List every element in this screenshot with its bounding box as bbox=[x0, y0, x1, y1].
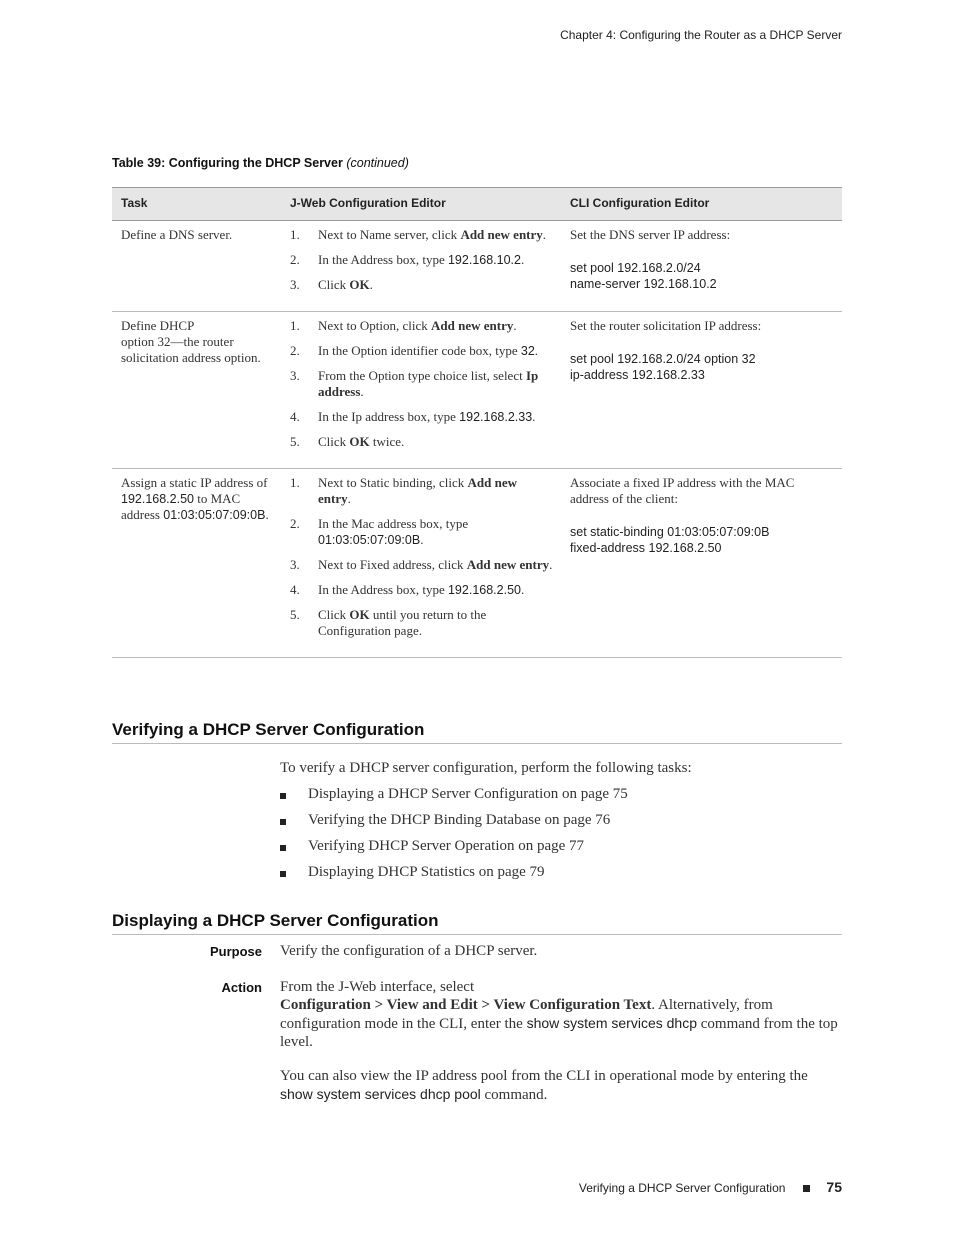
step: 2. In the Option identifier code box, type 32. bbox=[290, 343, 539, 358]
header-jweb: J-Web Configuration Editor bbox=[281, 188, 561, 221]
footer-title: Verifying a DHCP Server Configuration bbox=[578, 1181, 786, 1195]
step: 4. In the Address box, type 192.168.2.50. bbox=[290, 582, 525, 597]
purpose-text: Verify the configuration of a DHCP server. bbox=[280, 943, 538, 959]
list-item[interactable]: Displaying DHCP Statistics on page 79 bbox=[280, 864, 628, 890]
config-table bbox=[112, 187, 842, 658]
verify-intro: To verify a DHCP server configuration, perform the following tasks: bbox=[280, 760, 692, 776]
step: 5. Click OK until you return to the Configuration page. bbox=[290, 607, 487, 638]
cli-command-inline: show system services dhcp bbox=[526, 1015, 697, 1031]
list-item[interactable]: Verifying DHCP Server Operation on page 77 bbox=[280, 838, 628, 864]
step: 1. Next to Static binding, click Add new entry. bbox=[290, 475, 517, 506]
step: 2. In the Address box, type 192.168.10.2. bbox=[290, 252, 525, 267]
cli-description: Associate a fixed IP address with the MAC address of the client: bbox=[570, 475, 795, 506]
cli-description: Set the DNS server IP address: bbox=[570, 227, 731, 242]
action-text: From the J-Web interface, select Configuration > View and Edit > View Configuration Text. Alternatively, from configuration mode in the CLI, enter the show system services dhcp command from the top level. bbox=[280, 979, 838, 1050]
step: 4. In the Ip address box, type 192.168.2.33. bbox=[290, 409, 536, 424]
step: 1. Next to Option, click Add new entry. bbox=[290, 318, 517, 333]
jweb-cell bbox=[281, 469, 561, 658]
list-item[interactable]: Verifying the DHCP Binding Database on page 76 bbox=[280, 812, 628, 838]
footer-square-icon bbox=[803, 1185, 810, 1192]
purpose-label: Purpose bbox=[209, 944, 262, 959]
table-row bbox=[112, 469, 842, 658]
menu-path: Configuration > View and Edit > View Configuration Text bbox=[280, 997, 652, 1013]
step: 1. Next to Name server, click Add new entry. bbox=[290, 227, 547, 242]
header-task: Task bbox=[112, 188, 281, 221]
task-cell: Define DHCP option 32—the router solicitation address option. bbox=[112, 312, 281, 469]
jweb-cell bbox=[281, 221, 561, 312]
cli-cell bbox=[561, 221, 842, 312]
task-cell: Assign a static IP address of 192.168.2.50 to MAC address 01:03:05:07:09:0B. bbox=[112, 469, 281, 658]
step: 3. Click OK. bbox=[290, 277, 373, 292]
cli-command: set pool 192.168.2.0/24 option 32 ip-address 192.168.2.33 bbox=[570, 352, 756, 382]
step: 3. Next to Fixed address, click Add new entry. bbox=[290, 557, 553, 572]
page-footer bbox=[579, 1179, 842, 1195]
table-caption-continued: (continued) bbox=[346, 156, 409, 170]
section-title-verifying: Verifying a DHCP Server Configuration bbox=[112, 720, 842, 744]
jweb-steps bbox=[290, 227, 553, 293]
verify-task-list bbox=[280, 786, 628, 890]
bullet-square-icon bbox=[280, 819, 286, 825]
table-header-row bbox=[112, 188, 842, 221]
jweb-steps bbox=[290, 475, 553, 639]
action-text-pool: You can also view the IP address pool from the CLI in operational mode by entering the show system services dhcp pool command. bbox=[280, 1068, 808, 1103]
table-row bbox=[112, 312, 842, 469]
step: 3. From the Option type choice list, select Ip address. bbox=[290, 368, 539, 399]
bullet-square-icon bbox=[280, 845, 286, 851]
page-number: 75 bbox=[826, 1179, 842, 1195]
table-caption bbox=[112, 156, 409, 170]
cli-command: set static-binding 01:03:05:07:09:0B fixed-address 192.168.2.50 bbox=[570, 525, 770, 555]
cli-description: Set the router solicitation IP address: bbox=[570, 318, 762, 333]
bullet-square-icon bbox=[280, 793, 286, 799]
running-header: Chapter 4: Configuring the Router as a DHCP Server bbox=[560, 28, 842, 42]
cli-command-inline: show system services dhcp pool bbox=[280, 1086, 481, 1102]
step: 2. In the Mac address box, type 01:03:05:07:09:0B. bbox=[290, 516, 469, 547]
list-item[interactable]: Displaying a DHCP Server Configuration on page 75 bbox=[280, 786, 628, 812]
header-cli: CLI Configuration Editor bbox=[561, 188, 842, 221]
task-cell: Define a DNS server. bbox=[112, 221, 281, 312]
step: 5. Click OK twice. bbox=[290, 434, 405, 449]
section-title-displaying: Displaying a DHCP Server Configuration bbox=[112, 911, 842, 935]
cli-command: set pool 192.168.2.0/24 name-server 192.168.10.2 bbox=[570, 261, 717, 291]
jweb-steps bbox=[290, 318, 553, 450]
cli-cell bbox=[561, 312, 842, 469]
bullet-square-icon bbox=[280, 871, 286, 877]
table-caption-title: Table 39: Configuring the DHCP Server bbox=[112, 156, 343, 170]
jweb-cell bbox=[281, 312, 561, 469]
cli-cell bbox=[561, 469, 842, 658]
action-label: Action bbox=[221, 980, 262, 995]
table-row bbox=[112, 221, 842, 312]
